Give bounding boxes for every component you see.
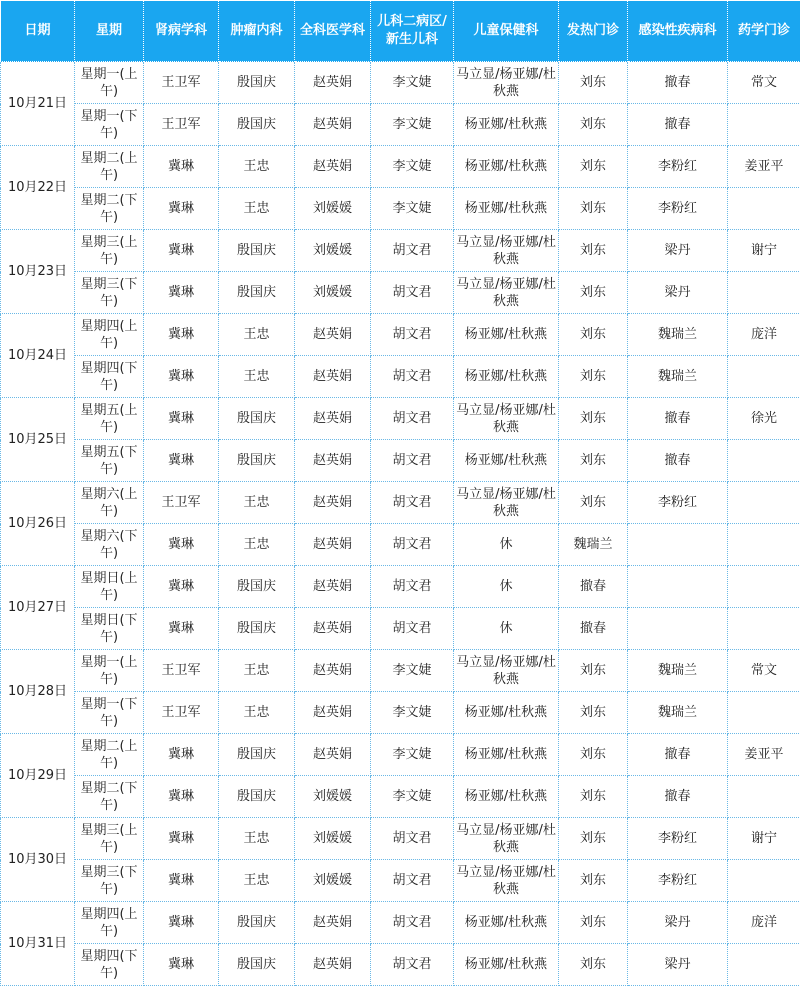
schedule-cell: 庞洋 (728, 314, 800, 356)
schedule-cell: 刘东 (559, 650, 628, 692)
schedule-cell: 冀琳 (144, 944, 219, 986)
schedule-cell: 赵英娟 (295, 398, 371, 440)
schedule-cell (728, 356, 800, 398)
schedule-cell: 冀琳 (144, 608, 219, 650)
period-cell: 星期日(上午) (75, 566, 144, 608)
period-cell: 星期二(下午) (75, 776, 144, 818)
schedule-cell: 杨亚娜/杜秋燕 (454, 734, 559, 776)
schedule-cell: 休 (454, 524, 559, 566)
schedule-cell: 冀琳 (144, 356, 219, 398)
header-pediatrics-neonatal: 儿科二病区/新生儿科 (371, 1, 454, 62)
period-cell: 星期三(下午) (75, 272, 144, 314)
schedule-cell (628, 608, 728, 650)
table-row (1, 146, 800, 188)
schedule-cell: 胡文君 (371, 398, 454, 440)
period-cell: 星期六(下午) (75, 524, 144, 566)
schedule-cell: 殷国庆 (219, 398, 295, 440)
schedule-cell: 王忠 (219, 650, 295, 692)
schedule-cell: 王卫军 (144, 104, 219, 146)
table-row (1, 398, 800, 440)
schedule-cell: 胡文君 (371, 860, 454, 902)
table-row (1, 104, 800, 146)
schedule-cell: 殷国庆 (219, 62, 295, 104)
schedule-cell: 庞洋 (728, 902, 800, 944)
schedule-cell: 王忠 (219, 146, 295, 188)
schedule-cell: 徐光 (728, 398, 800, 440)
schedule-cell: 马立显/杨亚娜/杜秋燕 (454, 482, 559, 524)
date-cell: 10月22日 (1, 146, 75, 230)
header-pharmacy-clinic: 药学门诊 (728, 1, 800, 62)
schedule-cell: 冀琳 (144, 314, 219, 356)
header-fever-clinic: 发热门诊 (559, 1, 628, 62)
schedule-cell: 魏瑞兰 (628, 314, 728, 356)
schedule-cell: 殷国庆 (219, 608, 295, 650)
schedule-cell: 胡文君 (371, 230, 454, 272)
table-row (1, 188, 800, 230)
schedule-cell: 常文 (728, 62, 800, 104)
schedule-cell: 休 (454, 566, 559, 608)
schedule-cell: 刘媛媛 (295, 776, 371, 818)
period-cell: 星期四(下午) (75, 356, 144, 398)
date-cell: 10月27日 (1, 566, 75, 650)
schedule-cell (728, 440, 800, 482)
schedule-cell: 刘媛媛 (295, 860, 371, 902)
schedule-cell: 刘东 (559, 818, 628, 860)
schedule-cell: 赵英娟 (295, 902, 371, 944)
schedule-cell: 王忠 (219, 356, 295, 398)
schedule-cell: 魏瑞兰 (628, 356, 728, 398)
schedule-cell: 刘东 (559, 356, 628, 398)
schedule-cell (728, 188, 800, 230)
schedule-cell: 马立显/杨亚娜/杜秋燕 (454, 818, 559, 860)
table-row (1, 860, 800, 902)
schedule-cell: 刘东 (559, 482, 628, 524)
schedule-cell: 王卫军 (144, 650, 219, 692)
schedule-cell: 殷国庆 (219, 566, 295, 608)
table-row (1, 482, 800, 524)
schedule-cell (628, 524, 728, 566)
date-cell: 10月29日 (1, 734, 75, 818)
schedule-cell: 魏瑞兰 (559, 524, 628, 566)
schedule-cell: 魏瑞兰 (628, 692, 728, 734)
schedule-cell: 李文婕 (371, 734, 454, 776)
period-cell: 星期二(上午) (75, 734, 144, 776)
schedule-cell: 李文婕 (371, 692, 454, 734)
schedule-cell: 休 (454, 608, 559, 650)
schedule-cell: 冀琳 (144, 146, 219, 188)
period-cell: 星期六(上午) (75, 482, 144, 524)
schedule-cell: 刘东 (559, 734, 628, 776)
schedule-cell: 王忠 (219, 482, 295, 524)
schedule-cell: 冀琳 (144, 734, 219, 776)
schedule-cell: 胡文君 (371, 566, 454, 608)
schedule-cell: 王卫军 (144, 692, 219, 734)
schedule-cell: 赵英娟 (295, 692, 371, 734)
period-cell: 星期日(下午) (75, 608, 144, 650)
table-row (1, 776, 800, 818)
schedule-cell: 赵英娟 (295, 314, 371, 356)
schedule-cell: 马立显/杨亚娜/杜秋燕 (454, 650, 559, 692)
schedule-cell: 王忠 (219, 860, 295, 902)
schedule-cell: 刘东 (559, 62, 628, 104)
schedule-cell: 马立显/杨亚娜/杜秋燕 (454, 272, 559, 314)
header-date: 日期 (1, 1, 75, 62)
schedule-cell: 刘东 (559, 692, 628, 734)
table-row (1, 650, 800, 692)
schedule-cell: 刘媛媛 (295, 272, 371, 314)
schedule-cell: 刘媛媛 (295, 188, 371, 230)
schedule-cell: 刘东 (559, 440, 628, 482)
schedule-cell: 杨亚娜/杜秋燕 (454, 104, 559, 146)
date-cell: 10月31日 (1, 902, 75, 986)
schedule-cell: 殷国庆 (219, 902, 295, 944)
schedule-cell: 王忠 (219, 818, 295, 860)
schedule-cell: 冀琳 (144, 860, 219, 902)
schedule-cell: 赵英娟 (295, 734, 371, 776)
schedule-cell: 姜亚平 (728, 734, 800, 776)
schedule-cell: 冀琳 (144, 776, 219, 818)
period-cell: 星期四(上午) (75, 902, 144, 944)
schedule-cell (628, 566, 728, 608)
header-weekday: 星期 (75, 1, 144, 62)
header-child-health: 儿童保健科 (454, 1, 559, 62)
header-infectious-disease: 感染性疾病科 (628, 1, 728, 62)
schedule-cell: 冀琳 (144, 524, 219, 566)
schedule-body (1, 62, 800, 986)
schedule-cell: 杨亚娜/杜秋燕 (454, 146, 559, 188)
schedule-cell: 李文婕 (371, 650, 454, 692)
schedule-cell: 赵英娟 (295, 146, 371, 188)
table-row (1, 734, 800, 776)
period-cell: 星期五(上午) (75, 398, 144, 440)
schedule-cell: 刘媛媛 (295, 818, 371, 860)
schedule-cell: 马立显/杨亚娜/杜秋燕 (454, 62, 559, 104)
schedule-cell: 李文婕 (371, 146, 454, 188)
schedule-cell: 赵英娟 (295, 356, 371, 398)
schedule-cell: 殷国庆 (219, 776, 295, 818)
schedule-cell: 赵英娟 (295, 524, 371, 566)
period-cell: 星期四(下午) (75, 944, 144, 986)
schedule-cell: 刘东 (559, 188, 628, 230)
schedule-cell: 梁丹 (628, 902, 728, 944)
schedule-cell: 撤春 (559, 566, 628, 608)
schedule-cell: 姜亚平 (728, 146, 800, 188)
table-row (1, 272, 800, 314)
schedule-cell (728, 566, 800, 608)
schedule-cell: 撤春 (628, 734, 728, 776)
schedule-cell: 刘东 (559, 902, 628, 944)
schedule-cell: 赵英娟 (295, 566, 371, 608)
schedule-cell: 谢宁 (728, 230, 800, 272)
schedule-cell: 李粉红 (628, 818, 728, 860)
schedule-cell: 冀琳 (144, 818, 219, 860)
schedule-cell: 撤春 (628, 104, 728, 146)
schedule-cell: 胡文君 (371, 482, 454, 524)
schedule-cell (728, 104, 800, 146)
schedule-cell: 李粉红 (628, 860, 728, 902)
schedule-cell: 撤春 (628, 398, 728, 440)
schedule-cell: 胡文君 (371, 902, 454, 944)
table-row (1, 230, 800, 272)
period-cell: 星期四(上午) (75, 314, 144, 356)
schedule-cell: 李文婕 (371, 104, 454, 146)
schedule-cell: 冀琳 (144, 272, 219, 314)
schedule-cell: 胡文君 (371, 314, 454, 356)
schedule-cell: 殷国庆 (219, 104, 295, 146)
schedule-cell: 殷国庆 (219, 734, 295, 776)
table-row (1, 692, 800, 734)
schedule-cell: 李粉红 (628, 146, 728, 188)
schedule-cell: 赵英娟 (295, 650, 371, 692)
schedule-cell (728, 692, 800, 734)
schedule-cell: 冀琳 (144, 440, 219, 482)
date-cell: 10月21日 (1, 62, 75, 146)
schedule-cell: 刘东 (559, 398, 628, 440)
schedule-cell: 王忠 (219, 314, 295, 356)
schedule-cell: 殷国庆 (219, 272, 295, 314)
schedule-cell: 王卫军 (144, 62, 219, 104)
schedule-cell (728, 776, 800, 818)
schedule-cell (728, 944, 800, 986)
date-cell: 10月26日 (1, 482, 75, 566)
schedule-cell: 冀琳 (144, 566, 219, 608)
period-cell: 星期一(上午) (75, 650, 144, 692)
schedule-cell: 殷国庆 (219, 944, 295, 986)
schedule-cell: 刘媛媛 (295, 230, 371, 272)
table-row (1, 524, 800, 566)
schedule-cell: 魏瑞兰 (628, 650, 728, 692)
schedule-cell: 王忠 (219, 692, 295, 734)
date-cell: 10月30日 (1, 818, 75, 902)
schedule-cell: 赵英娟 (295, 608, 371, 650)
schedule-cell: 王卫军 (144, 482, 219, 524)
schedule-cell: 胡文君 (371, 608, 454, 650)
period-cell: 星期二(上午) (75, 146, 144, 188)
period-cell: 星期三(上午) (75, 230, 144, 272)
schedule-cell: 撤春 (628, 440, 728, 482)
schedule-cell: 刘东 (559, 860, 628, 902)
schedule-cell: 李文婕 (371, 776, 454, 818)
schedule-cell: 胡文君 (371, 356, 454, 398)
schedule-cell: 常文 (728, 650, 800, 692)
schedule-cell: 冀琳 (144, 902, 219, 944)
schedule-cell (728, 860, 800, 902)
schedule-cell: 赵英娟 (295, 62, 371, 104)
period-cell: 星期一(下午) (75, 692, 144, 734)
period-cell: 星期一(上午) (75, 62, 144, 104)
period-cell: 星期二(下午) (75, 188, 144, 230)
table-row (1, 314, 800, 356)
schedule-cell: 梁丹 (628, 272, 728, 314)
table-row (1, 566, 800, 608)
header-nephrology: 肾病学科 (144, 1, 219, 62)
period-cell: 星期三(上午) (75, 818, 144, 860)
schedule-cell: 冀琳 (144, 230, 219, 272)
schedule-cell: 撤春 (628, 776, 728, 818)
schedule-cell: 李粉红 (628, 482, 728, 524)
schedule-cell (728, 524, 800, 566)
schedule-cell: 殷国庆 (219, 440, 295, 482)
schedule-cell: 胡文君 (371, 524, 454, 566)
schedule-cell: 胡文君 (371, 272, 454, 314)
schedule-cell: 冀琳 (144, 188, 219, 230)
table-row (1, 902, 800, 944)
period-cell: 星期五(下午) (75, 440, 144, 482)
schedule-cell: 梁丹 (628, 944, 728, 986)
date-cell: 10月28日 (1, 650, 75, 734)
table-row (1, 818, 800, 860)
schedule-cell: 马立显/杨亚娜/杜秋燕 (454, 230, 559, 272)
schedule-cell (728, 482, 800, 524)
schedule-cell: 杨亚娜/杜秋燕 (454, 692, 559, 734)
schedule-cell: 李文婕 (371, 62, 454, 104)
schedule-cell: 刘东 (559, 776, 628, 818)
schedule-cell: 刘东 (559, 944, 628, 986)
schedule-cell: 王忠 (219, 188, 295, 230)
date-cell: 10月25日 (1, 398, 75, 482)
table-row (1, 62, 800, 104)
table-row (1, 944, 800, 986)
header-row (1, 1, 800, 62)
schedule-cell: 殷国庆 (219, 230, 295, 272)
schedule-cell: 胡文君 (371, 440, 454, 482)
schedule-cell: 杨亚娜/杜秋燕 (454, 188, 559, 230)
date-cell: 10月23日 (1, 230, 75, 314)
schedule-cell: 杨亚娜/杜秋燕 (454, 776, 559, 818)
schedule-cell: 梁丹 (628, 230, 728, 272)
schedule-cell: 刘东 (559, 146, 628, 188)
schedule-cell: 谢宁 (728, 818, 800, 860)
schedule-cell: 杨亚娜/杜秋燕 (454, 440, 559, 482)
schedule-cell: 刘东 (559, 104, 628, 146)
table-row (1, 608, 800, 650)
schedule-cell (728, 608, 800, 650)
schedule-cell: 杨亚娜/杜秋燕 (454, 356, 559, 398)
header-general-medicine: 全科医学科 (295, 1, 371, 62)
schedule-cell: 胡文君 (371, 944, 454, 986)
schedule-cell: 赵英娟 (295, 440, 371, 482)
table-row (1, 356, 800, 398)
schedule-cell: 撤春 (628, 62, 728, 104)
schedule-cell: 刘东 (559, 314, 628, 356)
header-oncology: 肿瘤内科 (219, 1, 295, 62)
table-row (1, 440, 800, 482)
schedule-cell: 赵英娟 (295, 944, 371, 986)
schedule-cell (728, 272, 800, 314)
schedule-cell: 李文婕 (371, 188, 454, 230)
period-cell: 星期三(下午) (75, 860, 144, 902)
schedule-cell: 刘东 (559, 272, 628, 314)
schedule-cell: 赵英娟 (295, 104, 371, 146)
schedule-cell: 杨亚娜/杜秋燕 (454, 314, 559, 356)
schedule-cell: 马立显/杨亚娜/杜秋燕 (454, 398, 559, 440)
schedule-cell: 王忠 (219, 524, 295, 566)
schedule-cell: 撤春 (559, 608, 628, 650)
period-cell: 星期一(下午) (75, 104, 144, 146)
schedule-cell: 胡文君 (371, 818, 454, 860)
schedule-cell: 赵英娟 (295, 482, 371, 524)
schedule-cell: 杨亚娜/杜秋燕 (454, 902, 559, 944)
schedule-cell: 冀琳 (144, 398, 219, 440)
schedule-cell: 杨亚娜/杜秋燕 (454, 944, 559, 986)
schedule-cell: 刘东 (559, 230, 628, 272)
schedule-cell: 马立显/杨亚娜/杜秋燕 (454, 860, 559, 902)
schedule-cell: 李粉红 (628, 188, 728, 230)
date-cell: 10月24日 (1, 314, 75, 398)
